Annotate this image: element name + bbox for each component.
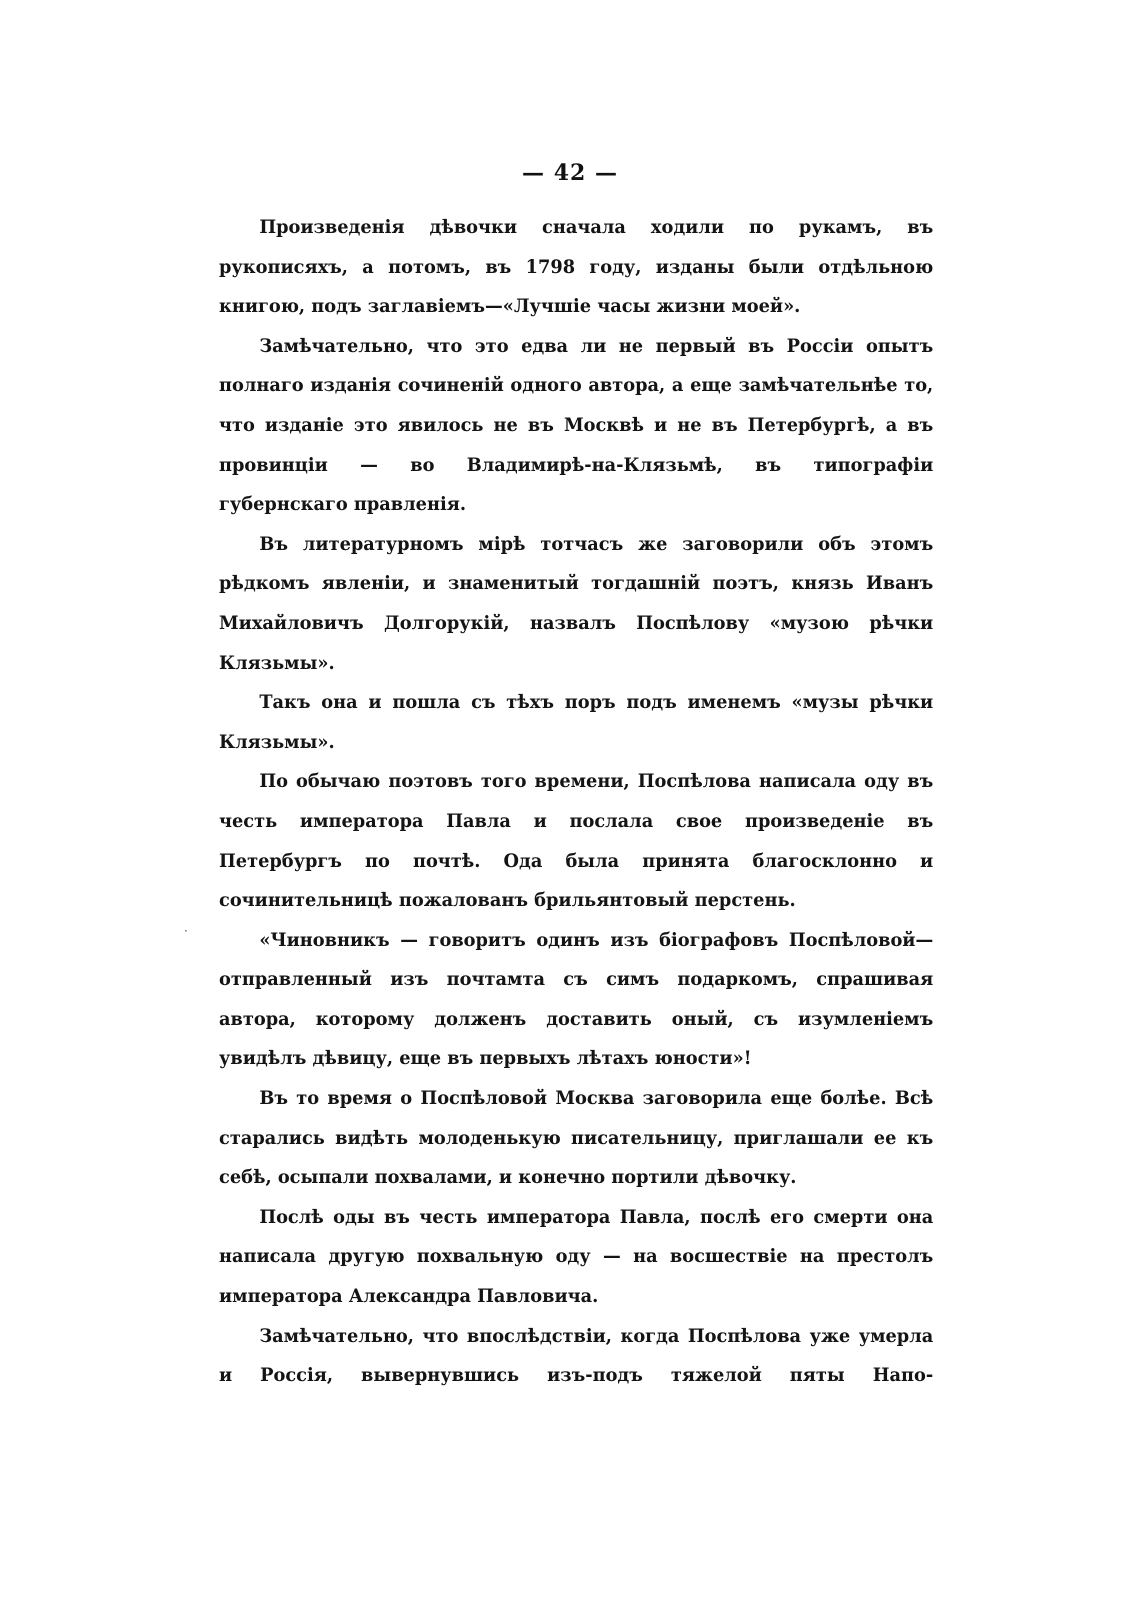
paragraph-5: По обычаю поэтовъ того времени, Поспѣлова написала оду въ честь императора Павла и послала свое произведеніе въ Петербургъ по почтѣ. Ода была принята благосклонно и сочинительницѣ пожалованъ брильянтовый перстень. [219,771,934,912]
paragraph-7: Въ то время о Поспѣловой Москва заговорила еще болѣе. Всѣ старались видѣть молоденькую писательницу, приглашали ее къ себѣ, осыпали похвалами, и конечно портили дѣвочку. [219,1088,934,1189]
paragraph-1: Произведенія дѣвочки сначала ходили по рукамъ, въ рукописяхъ, а потомъ, въ 1798 году, изданы были отдѣльною книгою, подъ заглавіемъ—«Лучшіе часы жизни моей». [219,217,934,318]
margin-mark: · [184,924,188,938]
paragraph-4: Такъ она и пошла съ тѣхъ поръ подъ именемъ «музы рѣчки Клязьмы». [219,692,934,753]
paragraph-9: Замѣчательно, что впослѣдствіи, когда Поспѣлова уже умерла и Россія, вывернувшись изъ-подъ тяжелой пяты Напо- [219,1325,934,1387]
paragraph-8: Послѣ оды въ честь императора Павла, послѣ его смерти она написала другую похвальную оду — на восшествіе на престолъ императора Александра Павловича. [219,1206,934,1308]
page-number: — 42 — [522,160,618,186]
paragraph-3: Въ литературномъ мірѣ тотчасъ же заговорили объ этомъ рѣдкомъ явленіи, и знаменитый тогдашній поэтъ, князь Иванъ Михайловичъ Долгорукій, назвалъ Поспѣлову «музою рѣчки Клязьмы». [219,533,934,674]
paragraph-2: Замѣчательно, что это едва ли не первый въ Россіи опытъ полнаго изданія сочиненій одного автора, а еще замѣчательнѣе то, что изданіе это явилось не въ Москвѣ и не въ Петербургѣ, а въ провинціи — во Владимирѣ-на-Клязьмѣ, въ типографіи губернскаго правленія. [219,335,934,516]
page-body [219,208,933,1396]
paragraph-6: «Чиновникъ — говоритъ одинъ изъ біографовъ Поспѣловой—отправленный изъ почтамта съ симъ подаркомъ, спрашивая автора, которому долженъ доставить оный, съ изумленіемъ увидѣлъ дѣвицу, еще въ первыхъ лѣтахъ юности»! [219,929,934,1070]
